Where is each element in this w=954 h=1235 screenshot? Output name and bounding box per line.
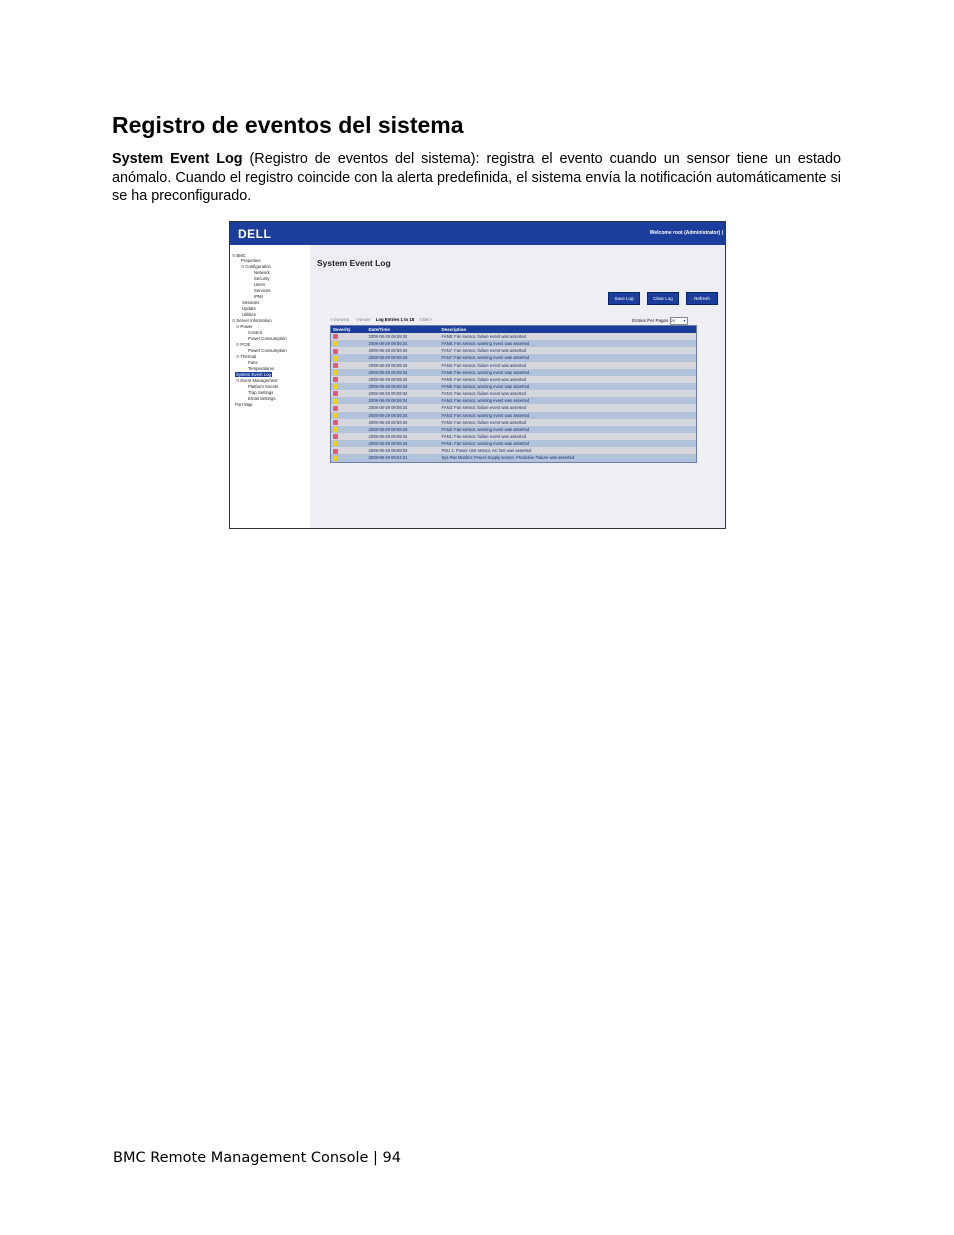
entries-per-page-select[interactable] bbox=[670, 317, 688, 325]
warning-severity-icon bbox=[333, 341, 338, 346]
table-row bbox=[331, 383, 697, 390]
critical-severity-icon bbox=[333, 377, 338, 382]
entries-per-page-label: Entries Per Pages bbox=[632, 318, 669, 324]
newest-link[interactable]: <<Newest bbox=[330, 317, 350, 322]
severity-cell bbox=[331, 369, 367, 376]
datetime-cell: 2008-08-29 09:59:34 bbox=[367, 412, 440, 419]
warning-severity-icon bbox=[333, 427, 338, 432]
dell-logo: DELL bbox=[238, 227, 272, 241]
table-row bbox=[331, 376, 697, 383]
sidebar-item-control[interactable]: Control bbox=[248, 330, 262, 335]
table-row bbox=[331, 333, 697, 340]
pagination bbox=[330, 317, 432, 322]
entries-per-page-value: 20 bbox=[670, 318, 675, 323]
sidebar-item-update[interactable]: Update bbox=[242, 306, 256, 311]
document-title: Registro de eventos del sistema bbox=[112, 112, 464, 138]
description-cell: FAN5: Fan sensor, failure event was asserted bbox=[440, 376, 697, 383]
severity-cell bbox=[331, 340, 367, 347]
sidebar-item-fans[interactable]: Fans bbox=[248, 360, 258, 365]
severity-cell bbox=[331, 390, 367, 397]
datetime-cell: 2008-08-29 09:59:34 bbox=[367, 369, 440, 376]
critical-severity-icon bbox=[333, 420, 338, 425]
sidebar-item-power[interactable]: ⊟Power bbox=[236, 324, 253, 329]
sidebar-item-pcie-power-consumption[interactable]: Power Consumption bbox=[248, 348, 287, 353]
datetime-cell: 2008-08-29 09:59:03 bbox=[367, 447, 440, 454]
sidebar-item-port-map[interactable]: Port Map bbox=[235, 402, 253, 407]
datetime-cell: 2008-08-29 09:59:34 bbox=[367, 397, 440, 404]
app-header bbox=[230, 222, 725, 245]
paragraph-text: (Registro de eventos del sistema): registra el evento cuando un sensor tiene un estado anómalo. Cuando el registro coincide con la alerta predefinida, el sistema envía la notificación automáticamente si se ha preconfigurado. bbox=[112, 151, 841, 204]
description-cell: Sys Pwr Monitor: Power Supply sensor, Predictive Failure was asserted bbox=[440, 454, 697, 462]
description-cell: FAN4: Fan sensor, failure event was asserted bbox=[440, 390, 697, 397]
warning-severity-icon bbox=[333, 456, 338, 461]
table-row bbox=[331, 426, 697, 433]
sidebar-item-security[interactable]: Security bbox=[254, 276, 270, 281]
description-cell: FAN3: Fan sensor, warning event was asserted bbox=[440, 412, 697, 419]
severity-cell bbox=[331, 397, 367, 404]
severity-cell bbox=[331, 347, 367, 354]
column-header-severity[interactable]: Severity bbox=[331, 326, 367, 334]
severity-cell bbox=[331, 433, 367, 440]
warning-severity-icon bbox=[333, 370, 338, 375]
critical-severity-icon bbox=[333, 349, 338, 354]
collapse-icon[interactable]: ⊟ bbox=[241, 264, 245, 269]
severity-cell bbox=[331, 412, 367, 419]
warning-severity-icon bbox=[333, 384, 338, 389]
table-row bbox=[331, 454, 697, 462]
sidebar-item-platform-events[interactable]: Platform Events bbox=[248, 384, 279, 389]
critical-severity-icon bbox=[333, 391, 338, 396]
datetime-cell: 2008-08-29 09:59:34 bbox=[367, 383, 440, 390]
sidebar-item-services[interactable]: Services bbox=[254, 288, 271, 293]
table-row bbox=[331, 354, 697, 361]
sidebar-item-temperatures[interactable]: Temperatures bbox=[248, 366, 275, 371]
sidebar-item-configuration[interactable]: ⊟Configuration bbox=[241, 264, 271, 269]
table-row bbox=[331, 390, 697, 397]
datetime-cell: 2008-08-29 09:59:34 bbox=[367, 433, 440, 440]
table-row bbox=[331, 397, 697, 404]
sidebar-item-server-information[interactable]: ⊟Server Information bbox=[232, 318, 272, 323]
datetime-cell: 2008-08-29 09:59:34 bbox=[367, 419, 440, 426]
screenshot-figure bbox=[229, 221, 726, 529]
collapse-icon[interactable]: ⊟ bbox=[232, 253, 236, 258]
severity-cell bbox=[331, 362, 367, 369]
table-row bbox=[331, 340, 697, 347]
description-cell: FAN7: Fan sensor, failure event was asserted bbox=[440, 347, 697, 354]
table-row bbox=[331, 404, 697, 411]
datetime-cell: 2008-08-29 09:59:34 bbox=[367, 404, 440, 411]
description-cell: FAN8: Fan sensor, warning event was asserted bbox=[440, 340, 697, 347]
older-link[interactable]: Older> bbox=[419, 317, 433, 322]
entries-per-page bbox=[632, 317, 688, 325]
severity-cell bbox=[331, 440, 367, 447]
critical-severity-icon bbox=[333, 406, 338, 411]
collapse-icon[interactable]: ⊟ bbox=[236, 324, 240, 329]
severity-cell bbox=[331, 447, 367, 454]
description-cell: FAN2: Fan sensor, warning event was asserted bbox=[440, 426, 697, 433]
description-cell: FAN5: Fan sensor, warning event was asserted bbox=[440, 383, 697, 390]
table-row bbox=[331, 419, 697, 426]
description-cell: FAN1: Fan sensor, warning event was asserted bbox=[440, 440, 697, 447]
sidebar-item-event-management[interactable]: ⊟Event Management bbox=[236, 378, 278, 383]
datetime-cell: 2008-08-29 09:59:34 bbox=[367, 376, 440, 383]
main-content bbox=[310, 245, 725, 528]
event-log-table bbox=[330, 325, 697, 463]
table-row bbox=[331, 362, 697, 369]
table-row bbox=[331, 412, 697, 419]
description-cell: FAN7: Fan sensor, warning event was asserted bbox=[440, 354, 697, 361]
document-paragraph bbox=[112, 150, 841, 206]
datetime-cell: 2008-08-29 09:59:34 bbox=[367, 362, 440, 369]
datetime-cell: 2008-08-29 09:59:34 bbox=[367, 426, 440, 433]
sidebar-item-email-settings[interactable]: Email Settings bbox=[248, 396, 276, 401]
clear-log-button[interactable]: Clear Log bbox=[647, 292, 679, 305]
sidebar-nav-tree bbox=[230, 245, 310, 528]
severity-cell bbox=[331, 376, 367, 383]
sidebar-item-thermal[interactable]: ⊟Thermal bbox=[236, 354, 257, 359]
critical-severity-icon bbox=[333, 449, 338, 454]
sidebar-item-properties[interactable]: Properties bbox=[241, 258, 261, 263]
collapse-icon[interactable]: ⊟ bbox=[236, 378, 240, 383]
description-cell: FAN6: Fan sensor, warning event was asserted bbox=[440, 369, 697, 376]
table-row bbox=[331, 433, 697, 440]
sidebar-item-bmc[interactable]: ⊟BMC bbox=[232, 253, 246, 258]
warning-severity-icon bbox=[333, 441, 338, 446]
table-row bbox=[331, 447, 697, 454]
sidebar-item-utilities[interactable]: Utilities bbox=[242, 312, 256, 317]
description-cell: PSU 1: Power Unit sensor, AC lost was asserted bbox=[440, 447, 697, 454]
table-header-row bbox=[331, 326, 697, 334]
page-title: System Event Log bbox=[317, 258, 391, 268]
description-cell: FAN2: Fan sensor, failure event was asserted bbox=[440, 419, 697, 426]
description-cell: FAN8: Fan sensor, failure event was asserted bbox=[440, 333, 697, 340]
critical-severity-icon bbox=[333, 334, 338, 339]
datetime-cell: 2008-08-29 09:59:34 bbox=[367, 333, 440, 340]
description-cell: FAN3: Fan sensor, failure event was asserted bbox=[440, 404, 697, 411]
refresh-button[interactable]: Refresh bbox=[686, 292, 718, 305]
severity-cell bbox=[331, 426, 367, 433]
severity-cell bbox=[331, 419, 367, 426]
description-cell: FAN6: Fan sensor, failure event was asserted bbox=[440, 362, 697, 369]
paragraph-bold-term: System Event Log bbox=[112, 151, 243, 167]
description-cell: FAN4: Fan sensor, warning event was asserted bbox=[440, 397, 697, 404]
page-footer: BMC Remote Management Console | 94 bbox=[113, 1150, 401, 1166]
datetime-cell: 2008-08-29 09:59:34 bbox=[367, 390, 440, 397]
table-row bbox=[331, 440, 697, 447]
sidebar-item-sessions[interactable]: Sessions bbox=[242, 300, 260, 305]
table-body bbox=[331, 333, 697, 462]
column-header-description[interactable]: Description bbox=[440, 326, 697, 334]
datetime-cell: 2008-08-29 09:04:31 bbox=[367, 454, 440, 462]
datetime-cell: 2008-08-29 09:59:34 bbox=[367, 354, 440, 361]
severity-cell bbox=[331, 354, 367, 361]
datetime-cell: 2008-08-29 09:59:34 bbox=[367, 347, 440, 354]
sidebar-item-power-consumption[interactable]: Power Consumption bbox=[248, 336, 287, 341]
description-cell: FAN1: Fan sensor, failure event was asserted bbox=[440, 433, 697, 440]
table-row bbox=[331, 369, 697, 376]
sidebar-item-pcie[interactable]: ⊟PCIE bbox=[236, 342, 251, 347]
table-row bbox=[331, 347, 697, 354]
severity-cell bbox=[331, 383, 367, 390]
critical-severity-icon bbox=[333, 363, 338, 368]
collapse-icon[interactable]: ⊟ bbox=[236, 354, 240, 359]
warning-severity-icon bbox=[333, 399, 338, 404]
welcome-text: Welcome root (Administrator) | bbox=[649, 230, 723, 236]
severity-cell bbox=[331, 404, 367, 411]
warning-severity-icon bbox=[333, 356, 338, 361]
datetime-cell: 2008-08-29 09:59:34 bbox=[367, 340, 440, 347]
sidebar-item-ipmi[interactable]: IPMI bbox=[254, 294, 263, 299]
column-header-datetime[interactable]: Date/Time bbox=[367, 326, 440, 334]
log-entries-range: Log Entries 1 to 18 bbox=[375, 317, 415, 322]
newer-link[interactable]: <Newer bbox=[355, 317, 371, 322]
sidebar-item-network[interactable]: Network bbox=[254, 270, 270, 275]
datetime-cell: 2008-08-29 09:59:34 bbox=[367, 440, 440, 447]
save-log-button[interactable]: Save Log bbox=[608, 292, 640, 305]
sidebar-item-system-event-log[interactable]: System Event Log bbox=[236, 372, 271, 377]
sidebar-item-users[interactable]: Users bbox=[254, 282, 266, 287]
severity-cell bbox=[331, 454, 367, 462]
chevron-down-icon: ▾ bbox=[683, 318, 686, 323]
sidebar-item-trap-settings[interactable]: Trap Settings bbox=[248, 390, 274, 395]
warning-severity-icon bbox=[333, 413, 338, 418]
critical-severity-icon bbox=[333, 434, 338, 439]
severity-cell bbox=[331, 333, 367, 340]
collapse-icon[interactable]: ⊟ bbox=[236, 342, 240, 347]
collapse-icon[interactable]: ⊟ bbox=[232, 318, 236, 323]
